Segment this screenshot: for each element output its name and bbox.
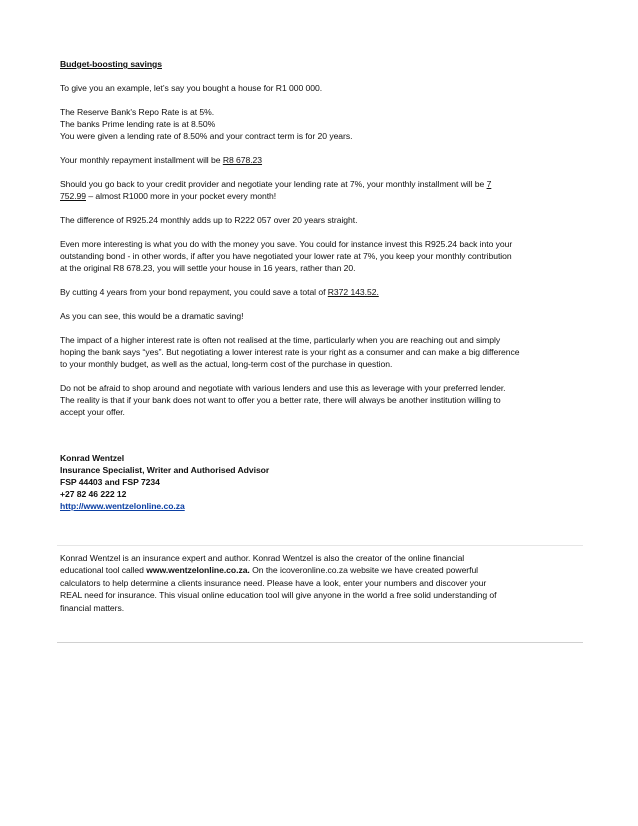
- bio-website: www.wentzelonline.co.za.: [146, 565, 250, 576]
- given-rate-line: You were given a lending rate of 8.50% and your contract term is for 20 years.: [60, 131, 353, 141]
- bio-line-2: [60, 564, 580, 576]
- author-signature: [60, 452, 580, 512]
- article-body: [60, 58, 580, 512]
- cutting-text: By cutting 4 years from your bond repayment, you could save a total of: [60, 287, 328, 297]
- invest-line-1: Even more interesting is what you do with the money you save. You could for instance invest this R925.24 back into your: [60, 239, 513, 249]
- cutting-amount: R372 143.52.: [327, 287, 379, 297]
- impact-line-3: to your monthly budget, as well as the actual, long-term cost of the purchase in question.: [60, 359, 393, 369]
- difference-paragraph: The difference of R925.24 monthly adds up to R222 057 over 20 years straight.: [60, 215, 358, 225]
- repo-rate-line: The Reserve Bank's Repo Rate is at 5%.: [60, 107, 215, 117]
- repayment-text: Your monthly repayment installment will be: [60, 155, 223, 165]
- article-heading: Budget-boosting savings: [60, 59, 162, 69]
- dramatic-paragraph: As you can see, this would be a dramatic saving!: [60, 311, 244, 321]
- negotiate-amount-part-b: 752.99: [60, 191, 86, 201]
- negotiate-amount-part-a: 7: [486, 179, 492, 189]
- bio-line-4: REAL need for insurance. This visual online education tool will give anyone in the world a free solid understanding of: [60, 590, 497, 601]
- rates-paragraph: [60, 106, 580, 142]
- prime-rate-line: The banks Prime lending rate is at 8.50%: [60, 119, 216, 129]
- negotiate-suffix: – almost R1000 more in your pocket every month!: [86, 191, 277, 201]
- invest-line-2: outstanding bond - in other words, if after you have negotiated your lower rate at 7%, you keep your monthly contribution: [60, 251, 512, 261]
- impact-line-2: hoping the bank says “yes”. But negotiating a lower interest rate is your right as a consumer and can make a big difference: [60, 347, 520, 357]
- author-name: Konrad Wentzel: [60, 453, 125, 463]
- negotiate-paragraph: [60, 178, 580, 202]
- shop-paragraph: [60, 382, 580, 418]
- author-website-link[interactable]: http://www.wentzelonline.co.za: [60, 501, 185, 511]
- shop-line-3: accept your offer.: [60, 407, 125, 417]
- shop-line-1: Do not be afraid to shop around and negotiate with various lenders and use this as leverage with your preferred lender.: [60, 383, 506, 393]
- impact-line-1: The impact of a higher interest rate is often not realised at the time, particularly when you are reaching out and simply: [60, 335, 501, 345]
- cutting-paragraph: [60, 286, 580, 298]
- impact-paragraph: [60, 334, 580, 370]
- author-fsp: FSP 44403 and FSP 7234: [60, 477, 160, 487]
- author-bio-box: [57, 545, 583, 643]
- bio-line-5: financial matters.: [60, 602, 125, 613]
- intro-paragraph: To give you an example, let’s say you bought a house for R1 000 000.: [60, 83, 323, 93]
- bio-line-2-text: educational tool called: [60, 565, 147, 576]
- negotiate-text: Should you go back to your credit provider and negotiate your lending rate at 7%, your monthly installment will be: [60, 179, 487, 189]
- author-phone: +27 82 46 222 12: [60, 489, 127, 499]
- repayment-amount: R8 678.23: [222, 155, 263, 165]
- repayment-paragraph: [60, 154, 580, 166]
- bio-line-3: calculators to help determine a clients insurance need. Please have a look, enter your numbers and discover your: [60, 577, 487, 588]
- invest-line-3: at the original R8 678.23, you will settle your house in 16 years, rather than 20.: [60, 263, 356, 273]
- bio-line-2-suffix: On the icoveronline.co.za website we have created powerful: [249, 565, 479, 576]
- bio-line-1: Konrad Wentzel is an insurance expert and author. Konrad Wentzel is also the creator of the online financial: [60, 553, 465, 563]
- invest-paragraph: [60, 238, 580, 274]
- author-title: Insurance Specialist, Writer and Authorised Advisor: [60, 465, 270, 475]
- shop-line-2: The reality is that if your bank does not want to offer you a better rate, there will always be another institution willing to: [60, 395, 501, 405]
